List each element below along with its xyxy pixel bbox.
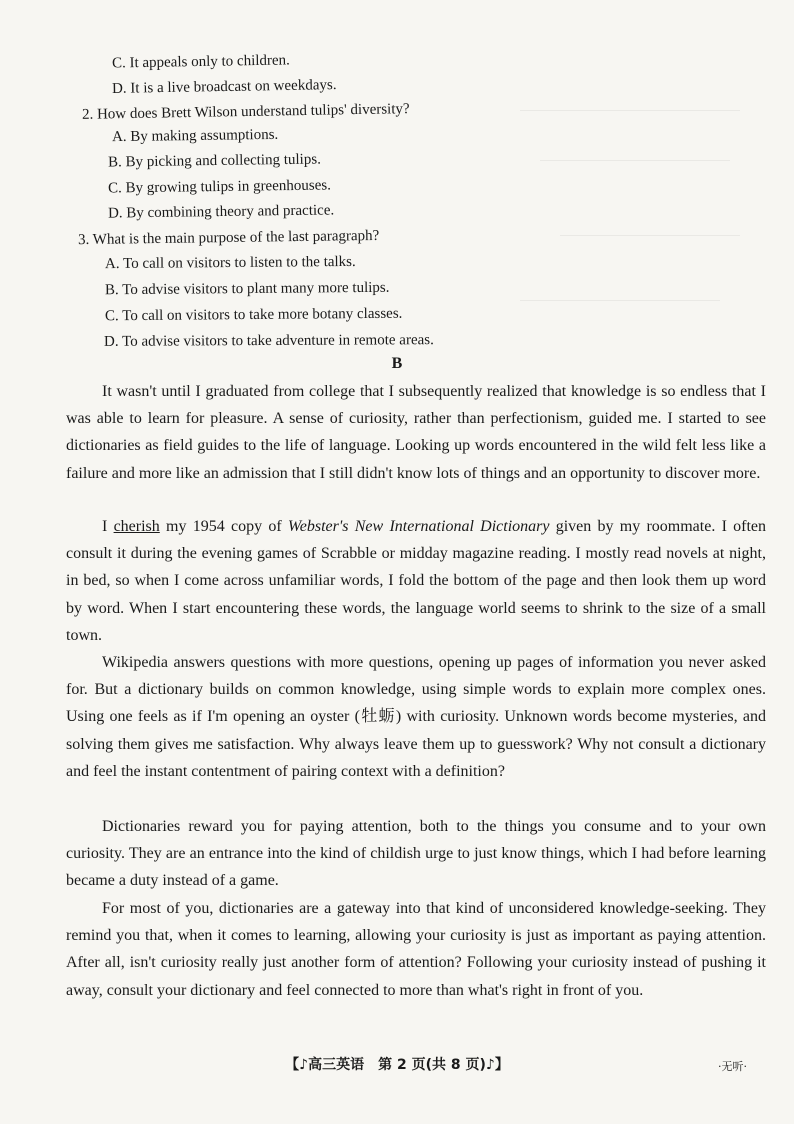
- passage-paragraph-1: [66, 378, 766, 487]
- q2-option-a: A. By making assumptions.: [111, 126, 279, 146]
- paragraph-3-text: Wikipedia answers questions with more questions, opening up pages of information you never asked for. But a dictionary builds on common knowledge, using simple words to explain more complex ones. Using one feels as if I'm opening an oyster (牡蛎) with curiosity. Unknown words become mysteries, and solving them gives me satisfaction. Why always leave them up to guesswork? Why not consult a dictionary and feel the instant contentment of pairing context with a definition?: [66, 654, 766, 780]
- paragraph-4-text: Dictionaries reward you for paying attention, both to the things you consume and to your own curiosity. They are an entrance into the kind of childish urge to just know things, which I had before learning became a duty instead of a game.: [66, 818, 766, 890]
- passage-paragraph-4: [66, 813, 766, 895]
- q2-stem: 2. How does Brett Wilson understand tulips' diversity?: [81, 101, 410, 123]
- dictionary-title: Webster's New International Dictionary: [287, 518, 550, 535]
- q1-option-c: C. It appeals only to children.: [111, 52, 291, 72]
- q3-option-c: C. To call on visitors to take more botany classes.: [104, 305, 403, 325]
- paragraph-2-text: given by my roommate. I often consult it during the evening games of Scrabble or midday magazine reading. I mostly read novels at night, in bed, so when I come across unfamiliar words, I fold the bottom of the page and then look them up word by word. When I start encountering these words, the language world seems to shrink to the size of a small town.: [66, 518, 767, 644]
- q3-option-b: B. To advise visitors to plant many more tulips.: [104, 279, 390, 299]
- q2-option-b: B. By picking and collecting tulips.: [107, 151, 322, 171]
- paragraph-2-lead: I: [102, 518, 114, 535]
- underlined-word: cherish: [113, 518, 160, 535]
- page-footer: 【♪高三英语 第 2 页(共 8 页)♪】: [285, 1057, 509, 1073]
- q2-option-d: D. By combining theory and practice.: [107, 202, 335, 222]
- paragraph-1-text: It wasn't until I graduated from college that I subsequently realized that knowledge is so endless that I was able to learn for pleasure. A sense of curiosity, rather than perfectionism, guided me. I started to see dictionaries as field guides to the life of language. Looking up words encountered in the wild felt less like a failure and more like an admission that I still didn't know lots of things and an opportunity to discover more.: [66, 383, 766, 482]
- passage-paragraph-2: [66, 513, 766, 649]
- q3-option-a: A. To call on visitors to listen to the talks.: [104, 253, 356, 273]
- passage-paragraph-3: [66, 649, 766, 785]
- q2-option-c: C. By growing tulips in greenhouses.: [107, 177, 332, 197]
- passage-paragraph-5: [66, 895, 766, 1004]
- paragraph-5-text: For most of you, dictionaries are a gateway into that kind of unconsidered knowledge-seeking. They remind you that, when it comes to learning, allowing your curiosity is just as important as paying attention. After all, isn't curiosity really just another form of attention? Following your curiosity instead of pushing it away, consult your dictionary and feel connected to more than what's right in front of you.: [66, 900, 766, 999]
- footer-stamp: ·无听·: [718, 1060, 747, 1073]
- paragraph-2-mid: my 1954 copy of: [159, 518, 288, 535]
- section-title: B: [391, 355, 403, 372]
- q3-option-d: D. To advise visitors to take adventure in remote areas.: [103, 332, 434, 350]
- q1-option-d: D. It is a live broadcast on weekdays.: [111, 77, 337, 97]
- q3-stem: 3. What is the main purpose of the last paragraph?: [77, 227, 380, 249]
